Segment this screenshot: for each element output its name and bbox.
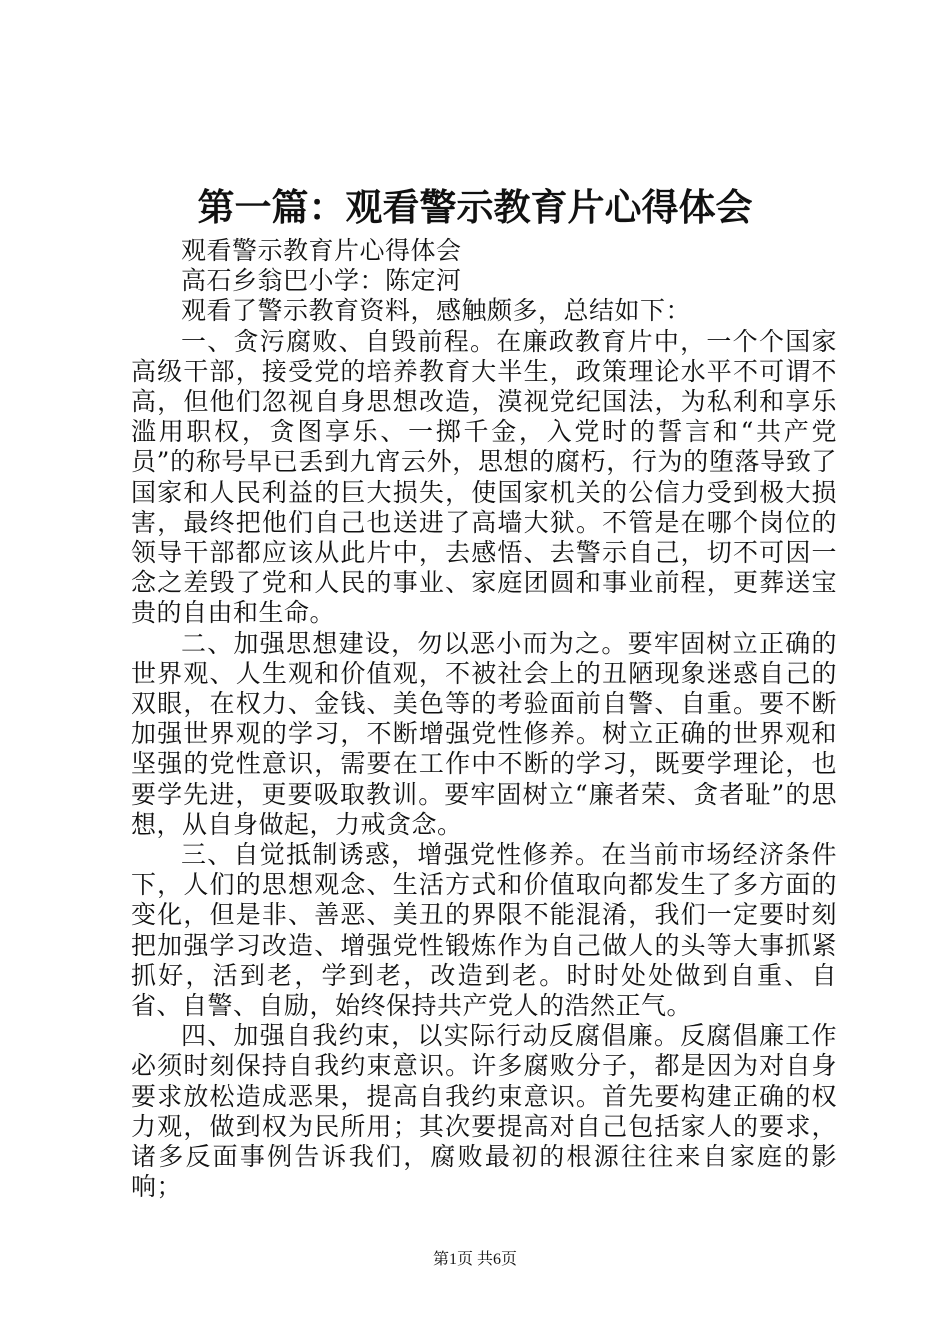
intro-paragraph: 观看了警示教育资料，感触颇多，总结如下：	[181, 296, 692, 326]
section-three-paragraph: 三、自觉抵制诱惑，增强党性修养。在当前市场经济条件下，人们的思想观念、生活方式和价值取向都发生了多方面的变化，但是非、善恶、美丑的界限不能混淆，我们一定要时刻把加强学习改造、增强党性锻炼作为自己做人的头等大事抓紧抓好，活到老，学到老，改造到老。时时处处做到自重、自省、自警、自励，始终保持共产党人的浩然正气。	[131, 840, 837, 1021]
section-four-paragraph: 四、加强自我约束，以实际行动反腐倡廉。反腐倡廉工作必须时刻保持自我约束意识。许多腐败分子，都是因为对自身要求放松造成恶果，提高自我约束意识。首先要构建正确的权力观，做到权为民所用；其次要提高对自己包括家人的要求，诸多反面事例告诉我们，腐败最初的根源往往来自家庭的影响；	[131, 1021, 837, 1202]
section-two-paragraph: 二、加强思想建设，勿以恶小而为之。要牢固树立正确的世界观、人生观和价值观，不被社会上的丑陋现象迷惑自己的双眼，在权力、金钱、美色等的考验面前自警、自重。要不断加强世界观的学习，不断增强党性修养。树立正确的世界观和坚强的党性意识，需要在工作中不断的学习，既要学理论，也要学先进，更要吸取教训。要牢固树立“廉者荣、贪者耻”的思想，从自身做起，力戒贪念。	[131, 628, 837, 839]
document-body	[131, 236, 837, 1203]
subtitle-line: 观看警示教育片心得体会	[181, 236, 462, 265]
page-number-footer: 第1页 共6页	[432, 1251, 517, 1268]
document-title: 第一篇：观看警示教育片心得体会	[197, 186, 753, 229]
author-line: 高石乡翁巴小学：陈定河	[181, 266, 462, 296]
section-one-paragraph: 一、贪污腐败、自毁前程。在廉政教育片中，一个个国家高级干部，接受党的培养教育大半生，政策理论水平不可谓不高，但他们忽视自身思想改造，漠视党纪国法，为私利和享乐滥用职权，贪图享乐、一掷千金，入党时的誓言和“共产党员”的称号早已丢到九宵云外，思想的腐朽，行为的堕落导致了国家和人民利益的巨大损失，使国家机关的公信力受到极大损害，最终把他们自己也送进了高墙大狱。不管是在哪个岗位的领导干部都应该从此片中，去感悟、去警示自己，切不可因一念之差毁了党和人民的事业、家庭团圆和事业前程，更葬送宝贵的自由和生命。	[131, 326, 837, 628]
